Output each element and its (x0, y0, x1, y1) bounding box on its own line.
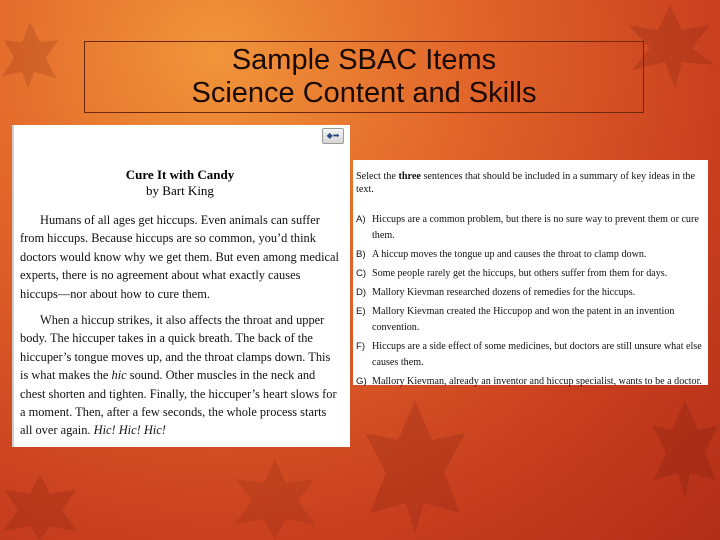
option-letter: G) (356, 376, 367, 387)
passage-paragraph-2-text-a: When a hiccup strikes, it also affects the throat and upper body. The hiccuper takes in a quick breath. The back of the hiccuper’s tongue moves up, and the throat clamps down. This is what makes the (20, 313, 331, 383)
option-letter: D) (356, 287, 367, 298)
autumn-leaf-icon (360, 395, 470, 535)
option-letter: E) (356, 306, 366, 317)
answer-option-d[interactable] (356, 285, 704, 301)
passage-paragraph-2-text-c: sound. Other muscles in the neck and chest shorten and tighten. Finally, the hiccuper’s heart slows for a moment. Then, after a few seconds, the whole process starts all over again. (20, 368, 337, 438)
slide-title (84, 41, 644, 113)
passage-paragraph-2-italic-end: Hic! Hic! Hic! (93, 423, 166, 438)
option-letter: F) (356, 341, 366, 352)
option-letter: A) (356, 214, 366, 225)
autumn-leaf-icon (230, 455, 320, 540)
option-text: A hiccup moves the tongue up and causes the throat to clamp down. (372, 249, 647, 260)
option-text: Some people rarely get the hiccups, but others suffer from them for days. (372, 268, 668, 279)
answer-option-b[interactable] (356, 247, 704, 263)
answer-option-c[interactable] (356, 266, 704, 282)
question-stem-pre: Select the (356, 171, 399, 182)
question-item-panel (353, 160, 708, 385)
reading-passage-panel (12, 125, 350, 447)
answer-option-e[interactable] (356, 304, 704, 336)
option-text: Hiccups are a common problem, but there is no sure way to prevent them or cure them. (372, 214, 699, 241)
passage-paragraph-2-italic-hic: hic (111, 368, 127, 383)
answer-option-f[interactable] (356, 339, 704, 371)
slide-title-line-1: Sample SBAC Items (231, 44, 497, 76)
option-text: Hiccups are a side effect of some medicines, but doctors are still unsure what else causes them. (372, 341, 702, 368)
passage-paragraph-1: Humans of all ages get hiccups. Even animals can suffer from hiccups. Because hiccups are so common, you’d think doctors would know why we get them. But even among medical experts, there is no agreement about what exactly causes hiccups—nor about how to cure them. (20, 213, 339, 301)
passage-paragraph-2 (20, 311, 340, 440)
option-text: Mallory Kievman created the Hiccupop and won the patent in an invention convention. (372, 306, 675, 333)
slide-title-line-2: Science Content and Skills (191, 77, 537, 109)
autumn-leaf-icon (0, 470, 80, 540)
answer-option-g[interactable] (356, 374, 704, 390)
question-stem (356, 170, 704, 196)
answer-option-a[interactable] (356, 212, 704, 244)
passage-title: Cure It with Candy (125, 167, 235, 182)
passage-author: by Bart King (146, 183, 214, 198)
question-stem-bold: three (398, 171, 421, 182)
expand-arrows-icon[interactable]: ◆➡ (322, 128, 344, 144)
option-letter: C) (356, 268, 367, 279)
option-text: Mallory Kievman, already an inventor and hiccup specialist, wants to be a doctor. (372, 376, 702, 387)
question-stem-post: sentences that should be included in a summary of key ideas in the text. (356, 171, 696, 195)
autumn-leaf-icon (0, 20, 60, 90)
option-text: Mallory Kievman researched dozens of remedies for the hiccups. (372, 287, 636, 298)
autumn-leaf-icon (650, 395, 720, 505)
option-letter: B) (356, 249, 366, 260)
